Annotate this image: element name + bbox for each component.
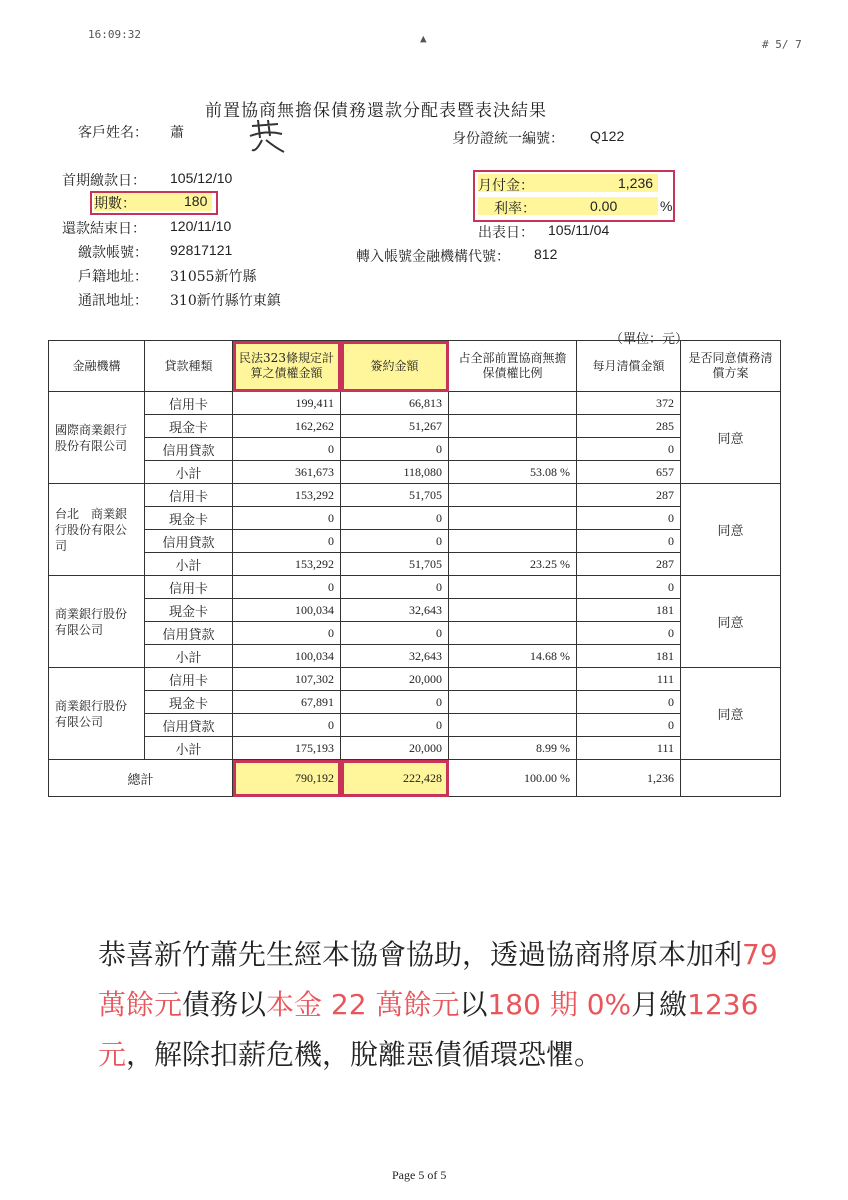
signature-icon (248, 118, 288, 161)
table-row (49, 691, 781, 714)
loan-type: 信用貸款 (145, 714, 233, 737)
header-institution: 金融機構 (49, 341, 145, 392)
contract-amount: 51,267 (341, 415, 449, 438)
agree-status: 同意 (681, 576, 781, 668)
institution-name: 台北 商業銀行股份有限公司 (49, 484, 145, 576)
claim-amount: 153,292 (233, 484, 341, 507)
mail-address-label: 通訊地址： (78, 293, 148, 309)
table-header-row (49, 341, 781, 392)
monthly-payment: 111 (577, 668, 681, 691)
loan-type: 小計 (145, 461, 233, 484)
issue-date-label: 出表日： (478, 225, 534, 241)
total-contract: 222,428 (341, 760, 449, 797)
loan-type: 小計 (145, 645, 233, 668)
ratio: 8.99 % (449, 737, 577, 760)
monthly-payment: 285 (577, 415, 681, 438)
claim-amount: 0 (233, 714, 341, 737)
ratio (449, 691, 577, 714)
contract-amount: 0 (341, 576, 449, 599)
claim-amount: 100,034 (233, 645, 341, 668)
ratio (449, 599, 577, 622)
monthly-value: 1,236 (618, 175, 654, 191)
claim-amount: 0 (233, 576, 341, 599)
table-row (49, 507, 781, 530)
monthly-payment: 657 (577, 461, 681, 484)
total-ratio: 100.00 % (449, 760, 577, 797)
institution-name: 商業銀行股份有限公司 (49, 668, 145, 760)
repayment-table (48, 340, 781, 797)
table-row (49, 622, 781, 645)
page-marker: # 5/ 7 (762, 38, 802, 51)
table-row (49, 438, 781, 461)
promo-text (98, 930, 798, 1080)
total-row (49, 760, 781, 797)
loan-type: 信用卡 (145, 576, 233, 599)
contract-amount: 0 (341, 714, 449, 737)
claim-amount: 0 (233, 507, 341, 530)
agree-status: 同意 (681, 668, 781, 760)
total-claim: 790,192 (233, 760, 341, 797)
loan-type: 現金卡 (145, 691, 233, 714)
rate-unit: % (660, 198, 673, 214)
fax-timestamp: 16:09:32 (88, 28, 141, 41)
customer-label: 客戶姓名： (78, 125, 148, 141)
table-row (49, 599, 781, 622)
table-row (49, 461, 781, 484)
total-agree (681, 760, 781, 797)
table-row (49, 530, 781, 553)
claim-amount: 153,292 (233, 553, 341, 576)
monthly-payment: 0 (577, 714, 681, 737)
rate-label: 利率： (494, 201, 536, 217)
ratio (449, 438, 577, 461)
contract-amount: 0 (341, 530, 449, 553)
loan-type: 信用貸款 (145, 622, 233, 645)
contract-amount: 0 (341, 691, 449, 714)
promo-part-4: 月繳 (631, 988, 688, 1021)
ratio (449, 507, 577, 530)
contract-amount: 20,000 (341, 668, 449, 691)
contract-amount: 0 (341, 622, 449, 645)
first-pay-value: 105/12/10 (170, 170, 233, 186)
header-agree: 是否同意債務清償方案 (681, 341, 781, 392)
loan-type: 現金卡 (145, 415, 233, 438)
monthly-payment: 0 (577, 622, 681, 645)
table-row (49, 668, 781, 691)
claim-amount: 0 (233, 438, 341, 461)
bank-code-value: 812 (534, 246, 558, 262)
table-row (49, 737, 781, 760)
promo-part-1: 恭喜新竹蕭先生經本協會協助，透過協商將原本加利 (98, 938, 743, 971)
rate-value: 0.00 (590, 198, 618, 214)
bank-code-label: 轉入帳號金融機構代號： (356, 249, 510, 265)
header-contract: 簽約金額 (341, 341, 449, 392)
total-label: 總計 (49, 760, 233, 797)
table-row (49, 576, 781, 599)
contract-amount: 0 (341, 438, 449, 461)
contract-amount: 51,705 (341, 484, 449, 507)
ratio: 53.08 % (449, 461, 577, 484)
claim-amount: 100,034 (233, 599, 341, 622)
monthly-payment: 0 (577, 530, 681, 553)
ratio (449, 714, 577, 737)
contract-amount: 0 (341, 507, 449, 530)
loan-type: 現金卡 (145, 599, 233, 622)
claim-amount: 162,262 (233, 415, 341, 438)
agree-status: 同意 (681, 484, 781, 576)
ratio (449, 484, 577, 507)
promo-amount-4: 1236 元 (98, 988, 759, 1071)
ratio (449, 668, 577, 691)
end-date-value: 120/11/10 (170, 218, 232, 234)
monthly-payment: 0 (577, 691, 681, 714)
periods-value: 180 (184, 193, 208, 209)
loan-type: 現金卡 (145, 507, 233, 530)
page-footer: Page 5 of 5 (392, 1168, 447, 1182)
promo-part-3: 以 (459, 988, 488, 1021)
table-row (49, 415, 781, 438)
periods-label: 期數： (94, 196, 136, 212)
loan-type: 小計 (145, 553, 233, 576)
unit-note: （單位：元） (610, 332, 689, 347)
claim-amount: 361,673 (233, 461, 341, 484)
agree-status: 同意 (681, 392, 781, 484)
ratio: 23.25 % (449, 553, 577, 576)
claim-amount: 0 (233, 622, 341, 645)
promo-amount-3: 180 期 0% (487, 988, 632, 1021)
monthly-payment: 181 (577, 645, 681, 668)
ratio: 14.68 % (449, 645, 577, 668)
issue-date-value: 105/11/04 (548, 222, 610, 238)
header-monthly: 每月清償金額 (577, 341, 681, 392)
table-body (49, 392, 781, 760)
loan-type: 信用卡 (145, 484, 233, 507)
loan-type: 小計 (145, 737, 233, 760)
ratio (449, 392, 577, 415)
id-label: 身份證統一編號： (452, 131, 564, 147)
contract-amount: 118,080 (341, 461, 449, 484)
promo-part-2: 債務以 (182, 988, 267, 1021)
claim-amount: 67,891 (233, 691, 341, 714)
table-row (49, 553, 781, 576)
household-address-label: 戶籍地址： (78, 269, 148, 285)
promo-amount-1: 79 萬餘元 (98, 938, 778, 1021)
monthly-payment: 0 (577, 507, 681, 530)
monthly-payment: 0 (577, 576, 681, 599)
institution-name: 國際商業銀行股份有限公司 (49, 392, 145, 484)
ratio (449, 415, 577, 438)
monthly-payment: 111 (577, 737, 681, 760)
account-label: 繳款帳號： (78, 245, 148, 261)
id-value: Q122 (590, 128, 625, 144)
monthly-payment: 372 (577, 392, 681, 415)
claim-amount: 107,302 (233, 668, 341, 691)
loan-type: 信用卡 (145, 668, 233, 691)
monthly-payment: 0 (577, 438, 681, 461)
loan-type: 信用貸款 (145, 438, 233, 461)
loan-type: 信用貸款 (145, 530, 233, 553)
contract-amount: 51,705 (341, 553, 449, 576)
account-value: 92817121 (170, 242, 233, 258)
total-monthly: 1,236 (577, 760, 681, 797)
contract-amount: 66,813 (341, 392, 449, 415)
claim-amount: 175,193 (233, 737, 341, 760)
header-claim: 民法323條規定計算之債權金額 (233, 341, 341, 392)
institution-name: 商業銀行股份有限公司 (49, 576, 145, 668)
contract-amount: 20,000 (341, 737, 449, 760)
ratio (449, 530, 577, 553)
monthly-payment: 287 (577, 484, 681, 507)
promo-amount-2: 本金 22 萬餘元 (266, 988, 460, 1021)
table-row (49, 484, 781, 507)
contract-amount: 32,643 (341, 599, 449, 622)
claim-amount: 199,411 (233, 392, 341, 415)
monthly-label: 月付金： (478, 178, 534, 194)
monthly-payment: 181 (577, 599, 681, 622)
ratio (449, 622, 577, 645)
loan-type: 信用卡 (145, 392, 233, 415)
table-row (49, 645, 781, 668)
customer-value: 蕭 (170, 125, 184, 141)
page-title: 前置協商無擔保債務還款分配表暨表決結果 (205, 101, 547, 121)
claim-amount: 0 (233, 530, 341, 553)
monthly-payment: 287 (577, 553, 681, 576)
household-address-value: 31055新竹縣 (170, 269, 257, 285)
end-date-label: 還款結束日： (62, 221, 146, 237)
table-row (49, 392, 781, 415)
mail-address-value: 310新竹縣竹東鎮 (170, 293, 281, 309)
header-loan-type: 貸款種類 (145, 341, 233, 392)
table-row (49, 714, 781, 737)
header-ratio: 占全部前置協商無擔保債權比例 (449, 341, 577, 392)
triangle-icon: ▲ (420, 32, 427, 45)
promo-part-5: ，解除扣薪危機，脫離惡債循環恐懼。 (126, 1038, 603, 1071)
contract-amount: 32,643 (341, 645, 449, 668)
first-pay-label: 首期繳款日： (62, 173, 146, 189)
ratio (449, 576, 577, 599)
